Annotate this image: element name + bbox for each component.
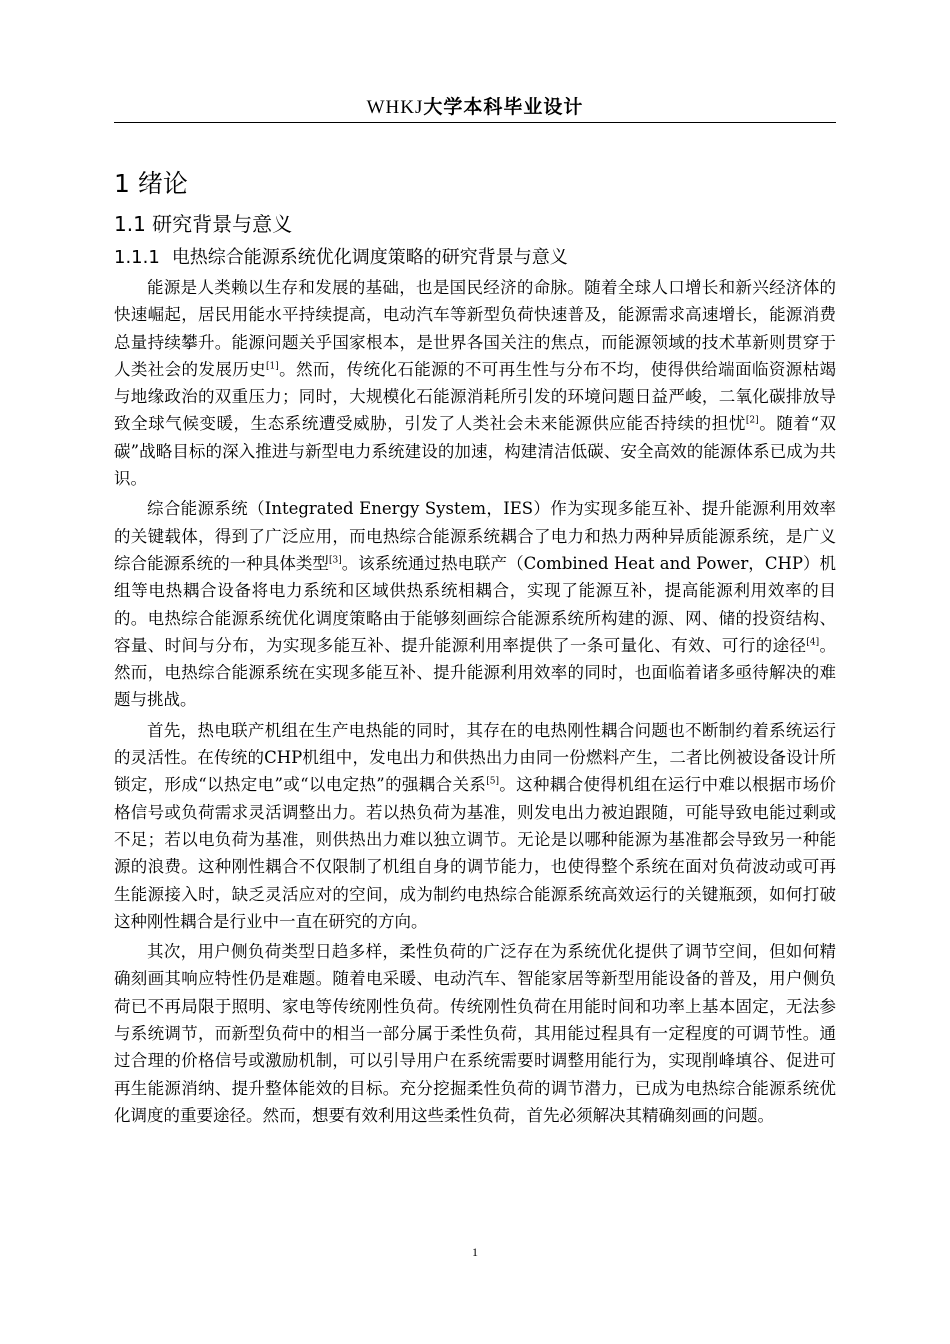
page-content (114, 164, 836, 1132)
citation-ref[interactable]: [3] (328, 555, 342, 566)
citation-ref[interactable]: [1] (265, 361, 279, 372)
section-title: 1.1 研究背景与意义 (114, 212, 293, 236)
header-latin-text: WHKJ (366, 97, 424, 118)
body-paragraph (114, 717, 836, 935)
body-paragraph (114, 274, 836, 492)
header-rule (114, 122, 836, 123)
subsection-text: 电热综合能源系统优化调度策略的研究背景与意义 (171, 247, 568, 268)
body-text (114, 274, 836, 1129)
paragraph-text: 。然而，传统化石能源的不可再生性与分布不均，使得供给端面临资源枯竭与地缘政治的双重压力；同时，大规模化石能源消耗所引发的环境问题日益严峻，二氧化碳排放导致全球气候变暖，生态系统遭受威胁，引发了人类社会未来能源供应能否持续的担忧 (114, 359, 837, 434)
subsection-number: 1.1.1 (114, 247, 160, 268)
subsection-title (114, 244, 836, 272)
paragraph-text: 。该系统通过热电联产（Combined Heat and Power，CHP）机组等电热耦合设备将电力系统和区域供热系统相耦合，实现了能源互补，提高能源利用效率的目的。电热综合能源系统优化调度策略由于能够刻画综合能源系统所构建的源、网、储的投资结构、容量、时间与分布，为实现多能互补、提升能源利用率提供了一条可量化、有效、可行的途径 (114, 553, 837, 655)
paragraph-text: 能源是人类赖以生存和发展的基础，也是国民经济的命脉。随着全球人口增长和新兴经济体的快速崛起，居民用能水平持续提高，电动汽车等新型负荷快速普及，能源需求高速增长，能源消费总量持续攀升。能源问题关乎国家根本，是世界各国关注的焦点，而能源领域的技术革新则贯穿于人类社会的发展历史 (114, 278, 836, 379)
header-cjk-text: 大学本科毕业设计 (423, 96, 584, 118)
paragraph-text: 。然而，电热综合能源系统在实现多能互补、提升能源利用效率的同时，也面临着诸多亟待解决的难题与挑战。 (114, 635, 837, 710)
paragraph-text: 。这种耦合使得机组在运行中难以根据市场价格信号或负荷需求灵活调整出力。若以热负荷为基准，则发电出力被迫跟随，可能导致电能过剩或不足；若以电负荷为基准，则供热出力难以独立调节。无论是以哪种能源为基准都会导致另一种能源的浪费。这种刚性耦合不仅限制了机组自身的调节能力，也使得整个系统在面对负荷波动或可再生能源接入时，缺乏灵活应对的空间，成为制约电热综合能源系统高效运行的关键瓶颈，如何打破这种刚性耦合是行业中一直在研究的方向。 (114, 775, 836, 931)
chapter-title: 1 绪论 (114, 169, 188, 198)
paragraph-text: 首先，热电联产机组在生产电热能的同时，其存在的电热刚性耦合问题也不断制约着系统运行的灵活性。在传统的CHP机组中，发电出力和供热出力由同一份燃料产生，二者比例被设备设计所锁定，形成“以热定电”或“以电定热”的强耦合关系 (114, 720, 836, 795)
paragraph-text: 。随着“双碳”战略目标的深入推进与新型电力系统建设的加速，构建清洁低碳、安全高效的能源体系已成为共识。 (114, 414, 837, 489)
citation-ref[interactable]: [4] (806, 637, 820, 648)
paragraph-text: 综合能源系统（Integrated Energy System，IES）作为实现多能互补、提升能源利用效率的关键载体，得到了广泛应用，而电热综合能源系统耦合了电力和热力两种异质能源系统，是广义综合能源系统的一种具体类型 (114, 499, 836, 573)
page-number: 1 (472, 1245, 478, 1259)
citation-ref[interactable]: [5] (486, 776, 499, 787)
citation-ref[interactable]: [2] (745, 415, 759, 426)
paragraph-text: 其次，用户侧负荷类型日趋多样，柔性负荷的广泛存在为系统优化提供了调节空间，但如何精确刻画其响应特性仍是难题。随着电采暖、电动汽车、智能家居等新型用能设备的普及，用户侧负荷已不再局限于照明、家电等传统刚性负荷。传统刚性负荷在用能时间和功率上基本固定，无法参与系统调节，而新型负荷中的相当一部分属于柔性负荷，其用能过程具有一定程度的可调节性。通过合理的价格信号或激励机制，可以引导用户在系统需要时调整用能行为，实现削峰填谷、促进可再生能源消纳、提升整体能效的目标。充分挖掘柔性负荷的调节潜力，已成为电热综合能源系统优化调度的重要途径。然而，想要有效利用这些柔性负荷，首先必须解决其精确刻画的问题。 (114, 942, 836, 1125)
body-paragraph (114, 938, 836, 1129)
running-header (114, 94, 836, 121)
body-paragraph (114, 495, 836, 713)
